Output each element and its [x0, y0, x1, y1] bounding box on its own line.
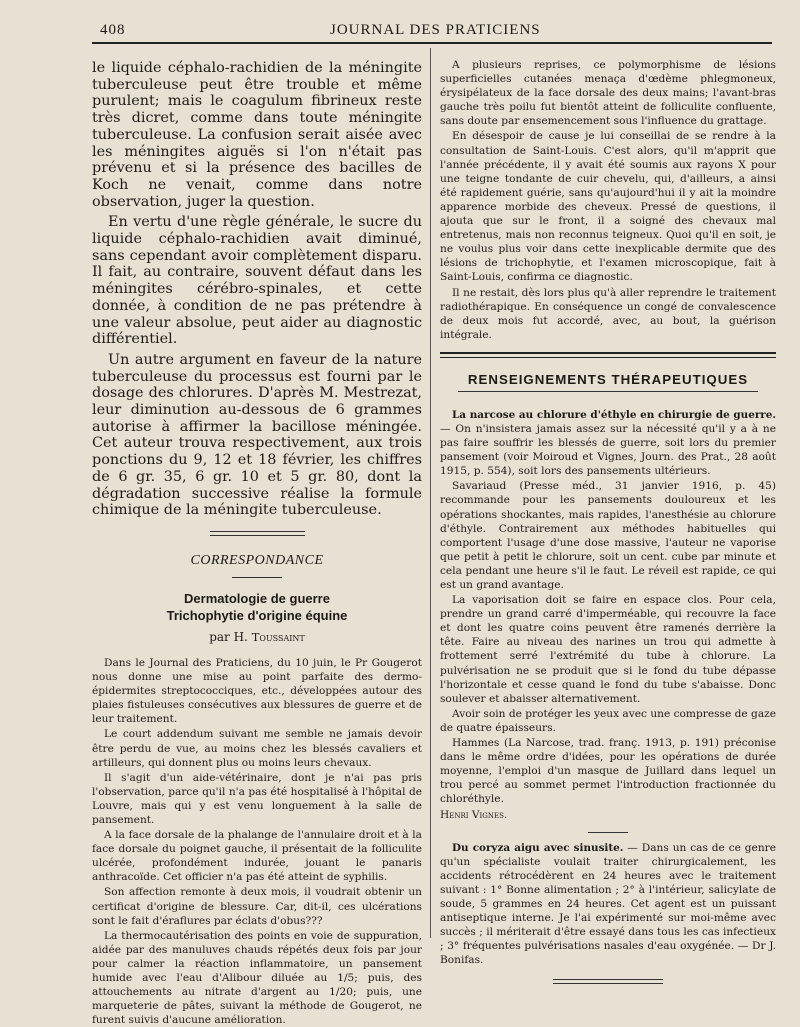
byline-prefix: par H.: [209, 629, 248, 644]
section-divider: [210, 531, 305, 536]
paragraph: La thermocautérisation des points en voie de suppuration, aidée par des manuluves chauds répétés deux fois par jour pour calmer la réaction inflammatoire, un pansement humide avec l'eau d'Alibour diluée au 1/5; puis, des attouchements au nitrate d'argent au 1/20; puis, une marqueterie de pâtes, suivant la méthode de Gougerot, ne furent suivis d'aucune amélioration.: [92, 929, 422, 1027]
paragraph: A plusieurs reprises, ce polymorphisme de lésions superficielles cutanées menaça d'œdème phlegmoneux, érysipélateux de la face dorsale des deux mains; l'avant-bras gauche très poilu fut bientôt atteint de folliculite confluente, sans doute par ensemencement sous l'influence du grattage.: [440, 59, 776, 128]
paragraph: [440, 408, 776, 478]
paragraph: Un autre argument en faveur de la nature tuberculeuse du processus est fourni par le dosage des chlorures. D'après M. Mestrezat, leur diminution au-dessous de 6 grammes autorise à affirmer la bacillose méningée. Cet auteur trouva respectivement, aux trois ponctions du 9, 12 et 18 février, les chiffres de 6 gr. 35, 6 gr. 10 et 5 gr. 80, dont la dégradation successive réalise la formule chimique de la méningite tuberculeuse.: [92, 351, 422, 519]
paragraph: La vaporisation doit se faire en espace clos. Pour cela, prendre un grand carré d'imperméable, qui recouvre la face et dont les quatre coins peuvent être ramenés derrière la tête. Faire au niveau des narines un trou qui admette à frottement serré l'extrémité du tube à chlorure. La pulvérisation ne se produit que si le fond du tube dépasse l'horizontale et cesse quand le fond du tube s'abaisse. Donc soulever et abaisser alternativement.: [440, 594, 776, 705]
paragraph: Hammes (La Narcose, trad. franç. 1913, p. 191) préconise dans le même ordre d'idées, pour les opérations de durée moyenne, l'emploi d'un masque de Juillard dans lequel un trou percé au sommet permet l'introduction fractionnée du chloréthyle.: [440, 737, 776, 806]
paragraph: A la face dorsale de la phalange de l'annulaire droit et à la face dorsale du poignet gauche, il présentait de la folliculite ulcérée, profondément indurée, jouant le panaris anthracoïde. Cet officier n'a pas été atteint de syphilis.: [92, 829, 422, 884]
heading-rule: [232, 577, 282, 578]
paragraph: Le court addendum suivant me semble ne jamais devoir être perdu de vue, au moins chez les blessés cavaliers et artilleurs, qui donnent plus ou moins leurs chevaux.: [92, 728, 422, 769]
journal-title: JOURNAL DES PRATICIENS: [330, 22, 541, 38]
paragraph: Dans le Journal des Praticiens, du 10 juin, le Pr Gougerot nous donne une mise au point parfaite des dermo-épidermites streptococciques, etc., développées autour des plaies fistuleuses consécutives aux blessures de guerre et de leur traitement.: [92, 656, 422, 726]
section-divider: [440, 352, 776, 358]
correspondance-body: [92, 656, 422, 1027]
paragraph: [440, 841, 776, 968]
paragraph: le liquide céphalo-rachidien de la méningite tuberculeuse peut être trouble et même purulent; mais le coagulum fibrineux reste très dicret, comme dans toute méningite tuberculeuse. La confusion serait aisée avec les méningites aiguës si l'on n'était pas prévenu et si la présence des bacilles de Koch ne venait, comme dans notre observation, juger la question.: [92, 60, 422, 210]
tuberculous-meningitis-article: [92, 60, 422, 519]
left-column: [92, 60, 422, 1027]
heading-rule: [458, 391, 758, 392]
paragraph: Il ne restait, dès lors plus qu'à aller reprendre le traitement radiothérapique. En conséquence un congé de convalescence de deux mois fut accordé, avec, au bout, la guérison intégrale.: [440, 286, 776, 341]
section-heading: CORRESPONDANCE: [190, 552, 324, 568]
author-name: Toussaint: [251, 629, 305, 644]
paragraph: En désespoir de cause je lui conseillai de se rendre à la consultation de Saint-Louis. C'est alors, qu'il m'apprit que l'année précédente, il y avait été soumis aux rayons X pour une teigne tondante de cuir chevelu, qui, d'ailleurs, a ainsi été rapidement guérie, sans qu'aujourd'hui il y ait la moindre apparence morbide des cheveux. Pressé de questions, il ajouta que sur le front, il a soigné des chevaux mal entretenus, mais non reconnus teigneux. Quoi qu'il en soit, je ne voulus plus voir dans cette inexplicable dermite que des lésions de trichophytie, et l'examen microscopique, fait à Saint-Louis, confirma ce diagnostic.: [440, 130, 776, 284]
title-line: Dermatologie de guerre: [184, 590, 330, 606]
paragraph-text: — Dans un cas de ce genre qu'un spécialiste voulait traiter chirurgicalement, les accidents rétrocédèrent en 24 heures avec le traitement suivant : 1° Bonne alimentation ; 2° à l'intérieur, salicylate de soude, 5 grammes en 24 heures. Cet agent est un puissant antiseptique interne. Je l'ai expérimenté sur moi-même avec succès ; il mériterait d'être essayé dans tous les cas infectieux ; 3° fréquentes pulvérisations nasales d'eau oxygénée. — Dr J. Bonifas.: [440, 841, 776, 967]
column-divider: [430, 48, 431, 938]
article-title: [92, 590, 422, 624]
therapeutic-notes: [440, 408, 776, 968]
header-rule: [92, 42, 772, 44]
signature: Henri Vignes.: [440, 808, 508, 821]
paragraph: Avoir soin de protéger les yeux avec une compresse de gaze de quatre épaisseurs.: [440, 707, 776, 734]
page-header: [100, 22, 760, 42]
section-heading: RENSEIGNEMENTS THÉRAPEUTIQUES: [467, 371, 749, 387]
byline: [92, 630, 422, 644]
subsection-heading: La narcose au chlorure d'éthyle en chirurgie de guerre.: [452, 408, 776, 421]
page-number: 408: [100, 22, 126, 38]
paragraph: Savariaud (Presse méd., 31 janvier 1916, p. 45) recommande pour les pansements douloureux et les opérations shockantes, mais rapides, l'anesthésie au chlorure d'éthyle. Contrairement aux méthodes habituelles qui comportent l'usage d'une dose massive, l'auteur ne vaporise que petit à petit le chlorure, soit un cent. cube par minute et cela pendant une heure s'il le faut. Le réveil est rapide, ce qui est un grand avantage.: [440, 480, 776, 591]
end-divider: [553, 979, 663, 984]
note-divider: [588, 832, 628, 833]
paragraph: Il s'agit d'un aide-vétérinaire, dont je n'ai pas pris l'observation, parce qu'il n'a pas été hospitalisé à l'hôpital de Louvre, mais qui y est venu longuement à la salle de pansement.: [92, 771, 422, 827]
subsection-heading: Du coryza aigu avec sinusite.: [452, 841, 624, 854]
title-line: Trichophytie d'origine équine: [166, 607, 348, 623]
correspondance-continuation: [440, 58, 776, 342]
paragraph-text: — On n'insistera jamais assez sur la nécessité qu'il y a à ne pas faire souffrir les blessés de guerre, soit lors du premier pansement (voir Moiroud et Vignes, Journ. des Prat., 28 août 1915, p. 554), soit lors des pansements ultérieurs.: [440, 422, 776, 478]
right-column: [440, 58, 776, 984]
paragraph: Son affection remonte à deux mois, il voudrait obtenir un certificat d'origine de blessure. Car, dit-il, ces ulcérations sont le fait d'éraflures par éclats d'obus???: [92, 886, 422, 927]
paragraph: En vertu d'une règle générale, le sucre du liquide céphalo-rachidien avait diminué, sans cependant avoir complètement disparu. Il fait, au contraire, souvent défaut dans les méningites cérébro-spinales, et cette donnée, à condition de ne pas prétendre à une valeur absolue, peut aider au diagnostic différentiel.: [92, 214, 422, 348]
